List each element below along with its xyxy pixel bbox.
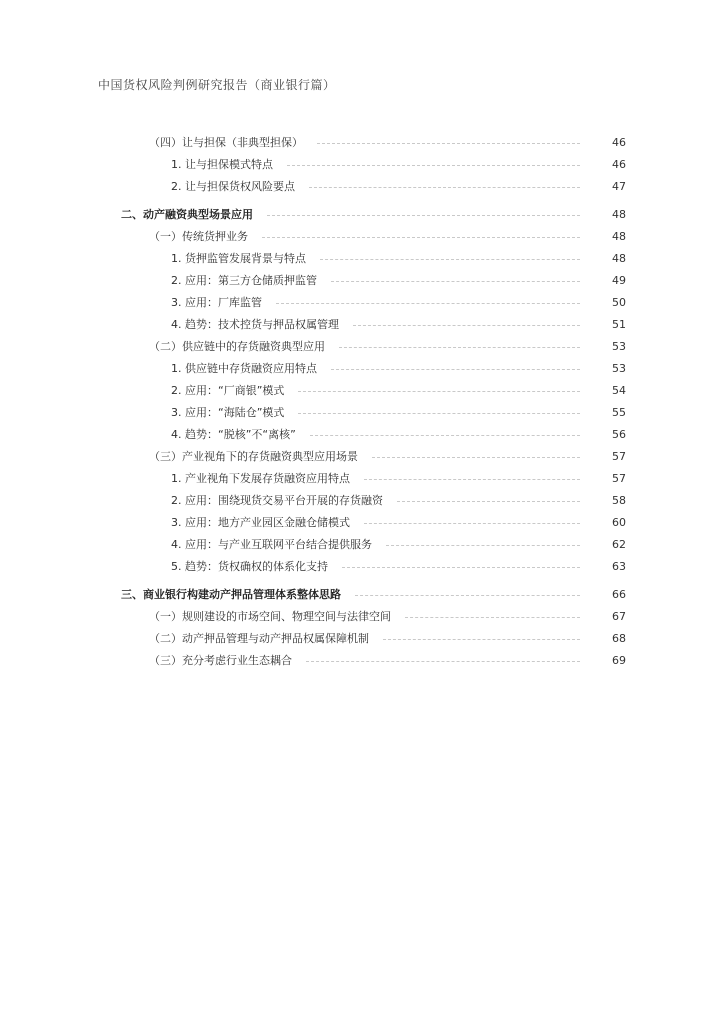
toc-entry-title: 3. 应用：“海陆仓”模式 [171, 406, 285, 419]
toc-page-number: 63 [612, 559, 626, 573]
toc-entry-title: 二、动产融资典型场景应用 [121, 208, 253, 221]
toc-page-number: 49 [612, 273, 626, 287]
toc-dot-leader [339, 347, 580, 348]
toc-page-number: 69 [612, 653, 626, 667]
toc-entry-title: 2. 应用：第三方仓储质押监管 [171, 274, 317, 287]
toc-section-entry[interactable] [0, 649, 724, 671]
toc-section-entry[interactable] [0, 225, 724, 247]
toc-entry-title: 3. 应用：地方产业园区金融仓储模式 [171, 516, 350, 529]
toc-page-number: 53 [612, 361, 626, 375]
toc-entry-title: 三、商业银行构建动产押品管理体系整体思路 [121, 588, 341, 601]
toc-entry-title: 3. 应用：厂库监管 [171, 296, 262, 309]
toc-page-number: 48 [612, 251, 626, 265]
toc-subsection-entry[interactable] [0, 401, 724, 423]
toc-entry-title: （二）供应链中的存货融资典型应用 [149, 340, 325, 353]
toc-entry-title: 2. 让与担保货权风险要点 [171, 180, 295, 193]
toc-page-number: 66 [612, 587, 626, 601]
toc-entry-title: 5. 趋势：货权确权的体系化支持 [171, 560, 328, 573]
toc-page-number: 56 [612, 427, 626, 441]
toc-section-entry[interactable] [0, 131, 724, 153]
toc-dot-leader [298, 413, 580, 414]
toc-page-number: 62 [612, 537, 626, 551]
toc-entry-title: 4. 趋势：“脱核”不“离核” [171, 428, 296, 441]
toc-subsection-entry[interactable] [0, 357, 724, 379]
toc-entry-title: （三）充分考虑行业生态耦合 [149, 654, 292, 667]
toc-entry-title: 2. 应用：“厂商银”模式 [171, 384, 285, 397]
toc-dot-leader [287, 165, 580, 166]
toc-page-number: 67 [612, 609, 626, 623]
toc-dot-leader [383, 639, 580, 640]
toc-entry-title: （三）产业视角下的存货融资典型应用场景 [149, 450, 358, 463]
toc-page-number: 50 [612, 295, 626, 309]
toc-page-number: 54 [612, 383, 626, 397]
toc-chapter-entry[interactable] [0, 583, 724, 605]
toc-page-number: 53 [612, 339, 626, 353]
toc-subsection-entry[interactable] [0, 153, 724, 175]
toc-page-number: 48 [612, 207, 626, 221]
toc-subsection-entry[interactable] [0, 533, 724, 555]
toc-page-number: 51 [612, 317, 626, 331]
toc-entry-title: （四）让与担保（非典型担保） [149, 136, 303, 149]
toc-dot-leader [342, 567, 580, 568]
toc-page-number: 57 [612, 471, 626, 485]
toc-entry-title: 1. 货押监管发展背景与特点 [171, 252, 306, 265]
toc-dot-leader [320, 259, 580, 260]
toc-subsection-entry[interactable] [0, 511, 724, 533]
toc-page-number: 47 [612, 179, 626, 193]
toc-entry-title: （一）规则建设的市场空间、物理空间与法律空间 [149, 610, 391, 623]
toc-dot-leader [386, 545, 580, 546]
toc-subsection-entry[interactable] [0, 247, 724, 269]
toc-entry-title: （一）传统货押业务 [149, 230, 248, 243]
table-of-contents [0, 131, 724, 671]
toc-dot-leader [262, 237, 580, 238]
toc-page-number: 55 [612, 405, 626, 419]
toc-subsection-entry[interactable] [0, 555, 724, 577]
toc-dot-leader [276, 303, 580, 304]
toc-subsection-entry[interactable] [0, 489, 724, 511]
toc-dot-leader [355, 595, 580, 596]
toc-section-entry[interactable] [0, 335, 724, 357]
toc-dot-leader [372, 457, 580, 458]
toc-dot-leader [353, 325, 580, 326]
toc-dot-leader [331, 281, 580, 282]
running-header: 中国货权风险判例研究报告（商业银行篇） [98, 78, 336, 92]
toc-dot-leader [317, 143, 580, 144]
toc-subsection-entry[interactable] [0, 379, 724, 401]
toc-entry-title: 1. 让与担保模式特点 [171, 158, 273, 171]
toc-entry-title: 1. 产业视角下发展存货融资应用特点 [171, 472, 350, 485]
toc-entry-title: 4. 应用：与产业互联网平台结合提供服务 [171, 538, 372, 551]
toc-page-number: 60 [612, 515, 626, 529]
toc-dot-leader [405, 617, 580, 618]
toc-page-number: 58 [612, 493, 626, 507]
toc-dot-leader [267, 215, 580, 216]
toc-section-entry[interactable] [0, 605, 724, 627]
toc-entry-title: 4. 趋势：技术控货与押品权属管理 [171, 318, 339, 331]
toc-subsection-entry[interactable] [0, 175, 724, 197]
toc-subsection-entry[interactable] [0, 467, 724, 489]
toc-page-number: 48 [612, 229, 626, 243]
toc-page-number: 46 [612, 135, 626, 149]
toc-page-number: 57 [612, 449, 626, 463]
toc-dot-leader [397, 501, 580, 502]
toc-entry-title: 2. 应用：围绕现货交易平台开展的存货融资 [171, 494, 383, 507]
toc-dot-leader [298, 391, 580, 392]
toc-subsection-entry[interactable] [0, 423, 724, 445]
toc-entry-title: （二）动产押品管理与动产押品权属保障机制 [149, 632, 369, 645]
toc-entry-title: 1. 供应链中存货融资应用特点 [171, 362, 317, 375]
toc-section-entry[interactable] [0, 445, 724, 467]
toc-dot-leader [331, 369, 580, 370]
toc-page-number: 68 [612, 631, 626, 645]
toc-page-number: 46 [612, 157, 626, 171]
toc-dot-leader [310, 435, 580, 436]
toc-subsection-entry[interactable] [0, 269, 724, 291]
toc-chapter-entry[interactable] [0, 203, 724, 225]
toc-dot-leader [306, 661, 580, 662]
toc-dot-leader [364, 479, 580, 480]
toc-subsection-entry[interactable] [0, 291, 724, 313]
toc-dot-leader [364, 523, 580, 524]
toc-dot-leader [309, 187, 580, 188]
toc-section-entry[interactable] [0, 627, 724, 649]
toc-subsection-entry[interactable] [0, 313, 724, 335]
